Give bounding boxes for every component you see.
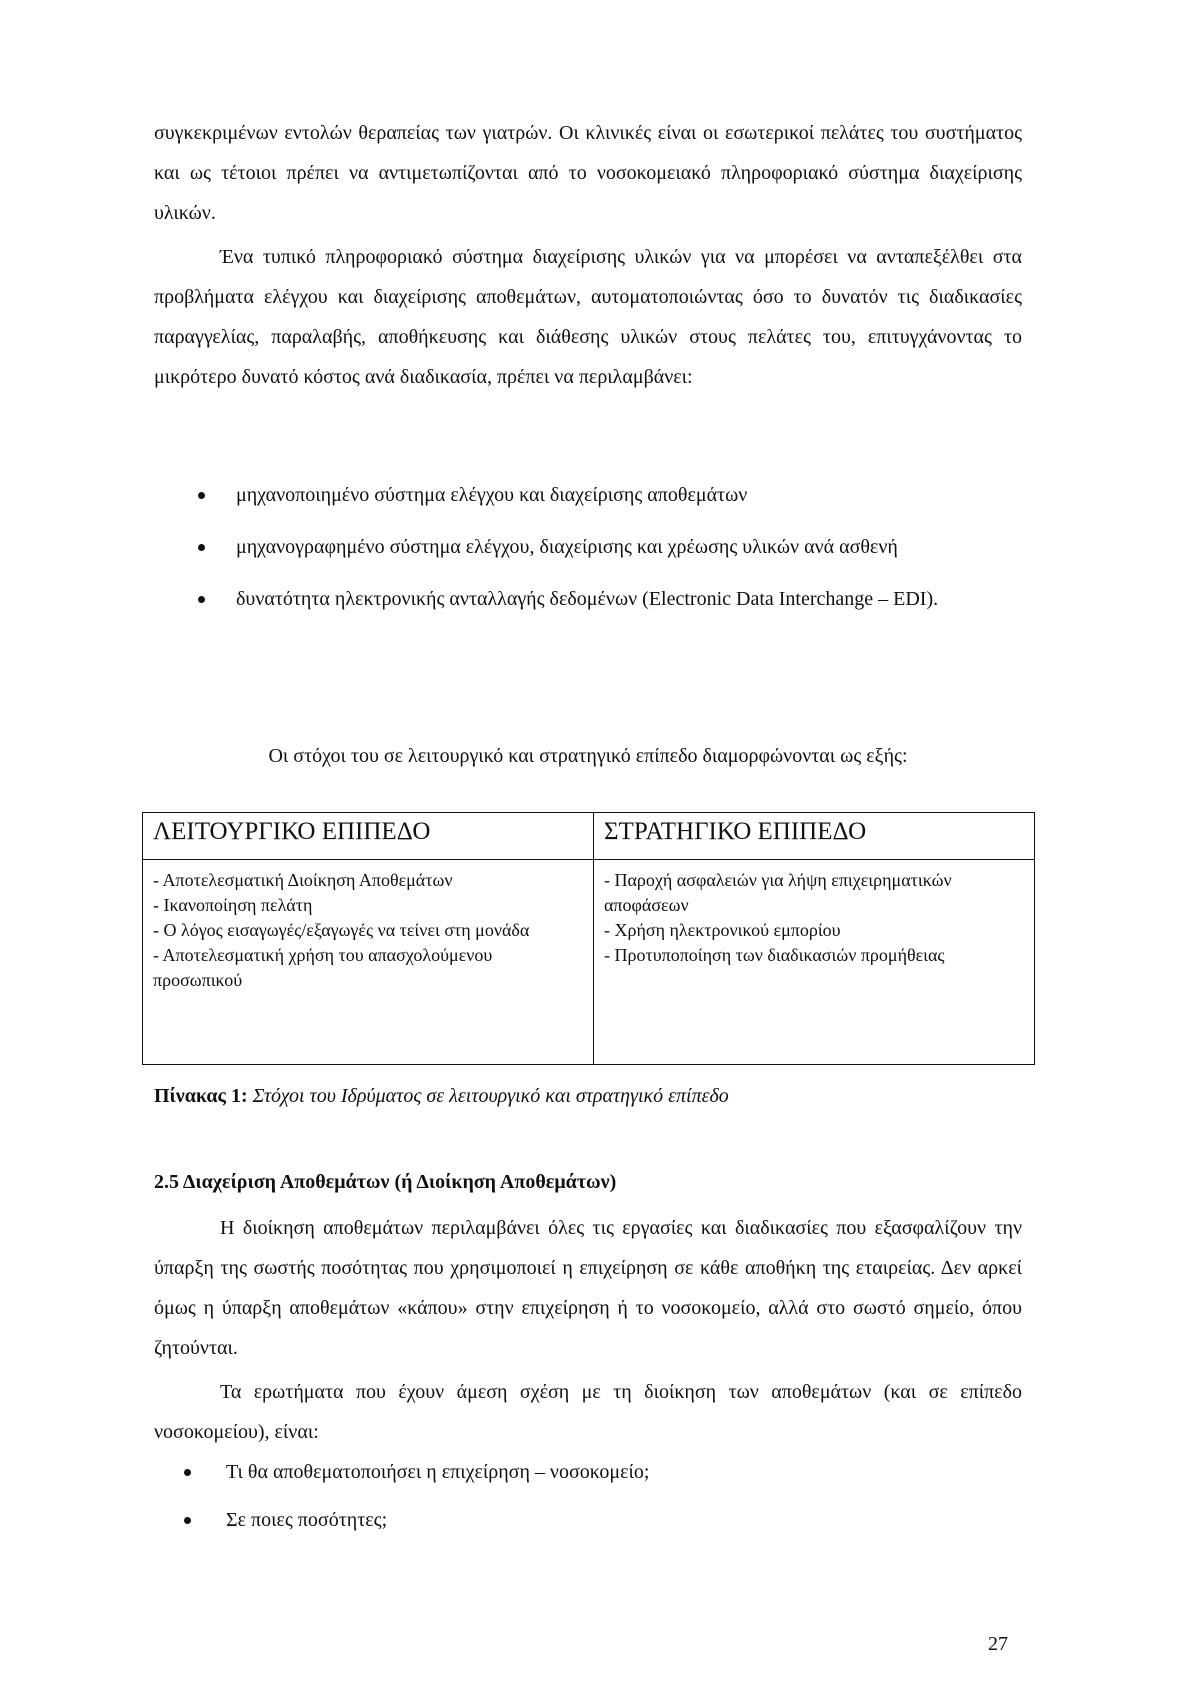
- intro-paragraph: συγκεκριμένων εντολών θεραπείας των γιατρών. Οι κλινικές είναι οι εσωτερικοί πελάτες του συστήματος και ως τέτοιοι πρέπει να αντιμετωπίζονται από το νοσοκομειακό πληροφοριακό σύστημα διαχείρισης υλικών.: [154, 122, 1022, 224]
- operational-goal: - Αποτελεσματική χρήση του απασχολούμενου προσωπικού: [153, 945, 493, 990]
- operational-goals-cell: [143, 860, 594, 1065]
- requirements-list-item: [154, 528, 1022, 566]
- section-paragraph-1: Η διοίκηση αποθεμάτων περιλαμβάνει όλες τις εργασίες και διαδικασίες που εξασφαλίζουν την ύπαρξη της σωστής ποσότητας που χρησιμοποιεί η επιχείρηση σε κάθε αποθήκη της εταιρείας. Δεν αρκεί όμως η ύπαρξη αποθεμάτων «κάπου» στην επιχείρηση ή το νοσοκομείο, αλλά στο σωστό σημείο, όπου ζητούνται.: [154, 1217, 1022, 1359]
- requirements-list-item: [154, 580, 1022, 618]
- strategic-goal: - Προτυποποίηση των διαδικασιών προμήθειας: [604, 945, 945, 965]
- bullet-icon: [184, 1469, 191, 1476]
- section-heading: 2.5 Διαχείριση Αποθεμάτων (ή Διοίκηση Αποθεμάτων): [154, 1171, 617, 1193]
- table-caption: [154, 1081, 729, 1111]
- question-text: Σε ποιες ποσότητες;: [226, 1509, 388, 1531]
- question-text: Τι θα αποθεματοποιήσει η επιχείρηση – νοσοκομείο;: [226, 1461, 650, 1483]
- goals-intro: Οι στόχοι του σε λειτουργικό και στρατηγικό επίπεδο διαμορφώνονται ως εξής:: [268, 745, 908, 767]
- bullet-icon: [198, 544, 205, 551]
- strategic-goal: - Παροχή ασφαλειών για λήψη επιχειρηματικών αποφάσεων: [604, 870, 952, 915]
- header-strategic: ΣΤΡΑΤΗΓΙΚΟ ΕΠΙΠΕΔΟ: [594, 813, 1035, 860]
- table-header-row: [143, 813, 1035, 860]
- table-row: [143, 860, 1035, 1065]
- strategic-goals-cell: [594, 860, 1035, 1065]
- requirements-list-item: [154, 476, 1022, 514]
- questions-list-item: [154, 1452, 1022, 1492]
- operational-goal: - Ικανοποίηση πελάτη: [153, 895, 313, 915]
- caption-text: Στόχοι του Ιδρύματος σε λειτουργικό και στρατηγικό επίπεδο: [252, 1085, 729, 1107]
- operational-goal: - Ο λόγος εισαγωγές/εξαγωγές να τείνει στη μονάδα: [153, 920, 530, 940]
- system-paragraph: Ένα τυπικό πληροφοριακό σύστημα διαχείρισης υλικών για να μπορέσει να ανταπεξέλθει στα προβλήματα ελέγχου και διαχείρισης αποθεμάτων, αυτοματοποιώντας όσο το δυνατόν τις διαδικασίες παραγγελίας, παραλαβής, αποθήκευσης και διάθεσης υλικών στους πελάτες του, επιτυγχάνοντας το μικρότερο δυνατό κόστος ανά διαδικασία, πρέπει να περιλαμβάνει:: [154, 246, 1022, 388]
- requirement-text: μηχανοποιημένο σύστημα ελέγχου και διαχείρισης αποθεμάτων: [236, 484, 748, 506]
- requirement-text: δυνατότητα ηλεκτρονικής ανταλλαγής δεδομένων (Electronic Data Interchange – EDI).: [236, 588, 939, 610]
- requirement-text: μηχανογραφημένο σύστημα ελέγχου, διαχείρισης και χρέωσης υλικών ανά ασθενή: [236, 536, 898, 558]
- bullet-icon: [184, 1517, 191, 1524]
- operational-goal: - Αποτελεσματική Διοίκηση Αποθεμάτων: [153, 870, 453, 890]
- requirements-list: [154, 476, 1022, 632]
- goals-table: [142, 812, 1035, 1065]
- section-paragraph-2: Τα ερωτήματα που έχουν άμεση σχέση με τη διοίκηση των αποθεμάτων (και σε επίπεδο νοσοκομείου), είναι:: [154, 1381, 1022, 1443]
- bullet-icon: [198, 596, 205, 603]
- bullet-icon: [198, 492, 205, 499]
- header-operational: ΛΕΙΤΟΥΡΓΙΚΟ ΕΠΙΠΕΔΟ: [143, 813, 594, 860]
- questions-list: [154, 1452, 1022, 1548]
- caption-label: Πίνακας 1:: [154, 1085, 248, 1107]
- page-number: 27: [988, 1633, 1008, 1655]
- strategic-goal: - Χρήση ηλεκτρονικού εμπορίου: [604, 920, 841, 940]
- questions-list-item: [154, 1500, 1022, 1540]
